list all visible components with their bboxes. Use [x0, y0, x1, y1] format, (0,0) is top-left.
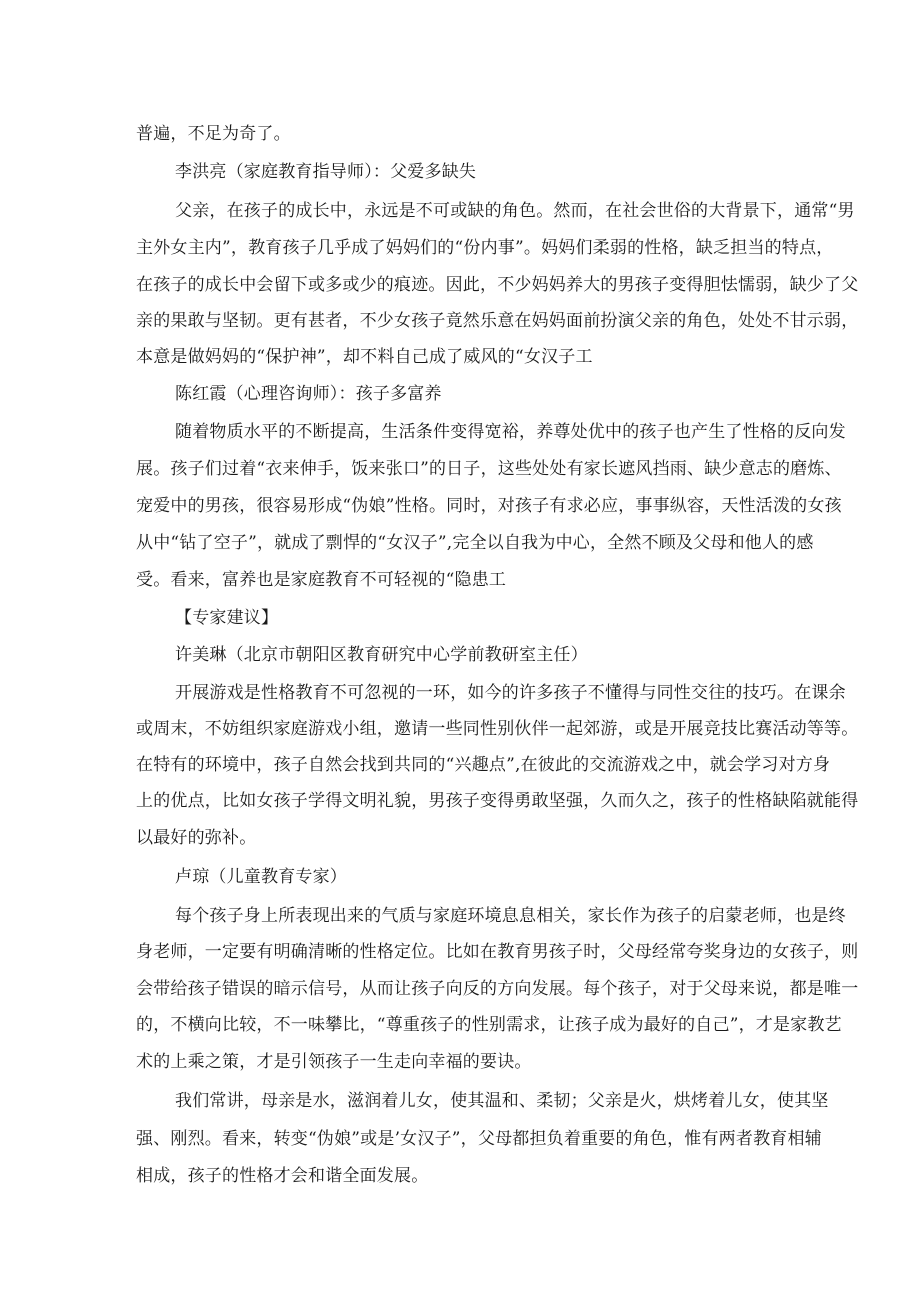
section-heading-xu-meilin: 许美琳（北京市朝阳区教育研究中心学前教研室主任） — [175, 645, 588, 665]
text-line: 以最好的弥补。 — [136, 828, 257, 848]
text-line: 主外女主内”，教育孩子几乎成了妈妈们的“份内事”。妈妈们柔弱的性格，缺乏担当的特点， — [136, 238, 834, 258]
text-line: 从中“钻了空子”，就成了剽悍的“女汉子”,完全以自我为中心，全然不顾及父母和他人的感 — [136, 533, 814, 553]
text-line: 本意是做妈妈的“保护神”，却不料自己成了威风的“女汉子工 — [136, 347, 593, 367]
text-line: 父亲，在孩子的成长中，永远是不可或缺的角色。然而，在社会世俗的大背景下，通常“男 — [175, 201, 855, 221]
text-line: 我们常讲，母亲是水，滋润着儿女，使其温和、柔韧；父亲是火，烘烤着儿女，使其坚 — [175, 1091, 829, 1111]
text-line: 亲的果敢与坚韧。更有甚者，不少女孩子竟然乐意在妈妈面前扮演父亲的角色，处处不甘示弱， — [136, 311, 859, 331]
expert-advice-heading: 【专家建议】 — [175, 608, 279, 628]
text-line: 展。孩子们过着“衣来伸手，饭来张口”的日子，这些处处有家长遮风挡雨、缺少意志的磨炼、 — [136, 459, 842, 479]
section-heading-li-hongliang: 李洪亮（家庭教育指导师）：父爱多缺失 — [175, 162, 477, 182]
text-line: 在孩子的成长中会留下或多或少的痕迹。因此，不少妈妈养大的男孩子变得胆怯懦弱，缺少了父 — [136, 275, 859, 295]
text-line: 开展游戏是性格教育不可忽视的一环，如今的许多孩子不懂得与同性交往的技巧。在课余 — [175, 683, 846, 703]
text-line: 术的上乘之策，才是引领孩子一生走向幸福的要诀。 — [136, 1052, 532, 1072]
text-line: 相成，孩子的性格才会和谐全面发展。 — [136, 1166, 429, 1186]
text-line: 或周末，不妨组织家庭游戏小组，邀请一些同性别伙伴一起郊游，或是开展竞技比赛活动等等。 — [136, 719, 859, 739]
text-line: 随着物质水平的不断提高，生活条件变得宽裕，养尊处优中的孩子也产生了性格的反向发 — [175, 422, 846, 442]
text-line: 每个孩子身上所表现出来的气质与家庭环境息息相关，家长作为孩子的启蒙老师，也是终 — [175, 906, 846, 926]
text-line: 会带给孩子错误的暗示信号，从而让孩子向反的方向发展。每个孩子，对于父母来说，都是唯一 — [136, 979, 859, 999]
text-line: 强、刚烈。看来，转变“伪娘”或是’女汉子”，父母都担负着重要的角色，惟有两者教育相辅 — [136, 1129, 822, 1149]
text-line: 宠爱中的男孩，很容易形成“伪娘”性格。同时，对孩子有求必应，事事纵容，天性活泼的女孩 — [136, 496, 842, 516]
text-line: 在特有的环境中，孩子自然会找到共同的“兴趣点”,在彼此的交流游戏之中，就会学习对方身 — [136, 755, 831, 775]
text-line: 上的优点，比如女孩子学得文明礼貌，男孩子变得勇敢坚强，久而久之，孩子的性格缺陷就能得 — [136, 791, 859, 811]
section-heading-lu-qiong: 卢琼（儿童教育专家） — [175, 867, 347, 887]
section-heading-chen-hongxia: 陈红霞（心理咨询师）：孩子多富养 — [175, 384, 442, 404]
text-line: 普遍，不足为奇了。 — [136, 124, 291, 144]
text-line: 身老师，一定要有明确清晰的性格定位。比如在教育男孩子时，父母经常夸奖身边的女孩子，则 — [136, 942, 859, 962]
text-line: 受。看来，富养也是家庭教育不可轻视的“隐患工 — [136, 570, 507, 590]
text-line: 的，不横向比较，不一味攀比，“尊重孩子的性别需求，让孩子成为最好的自己”，才是家教艺 — [136, 1015, 842, 1035]
